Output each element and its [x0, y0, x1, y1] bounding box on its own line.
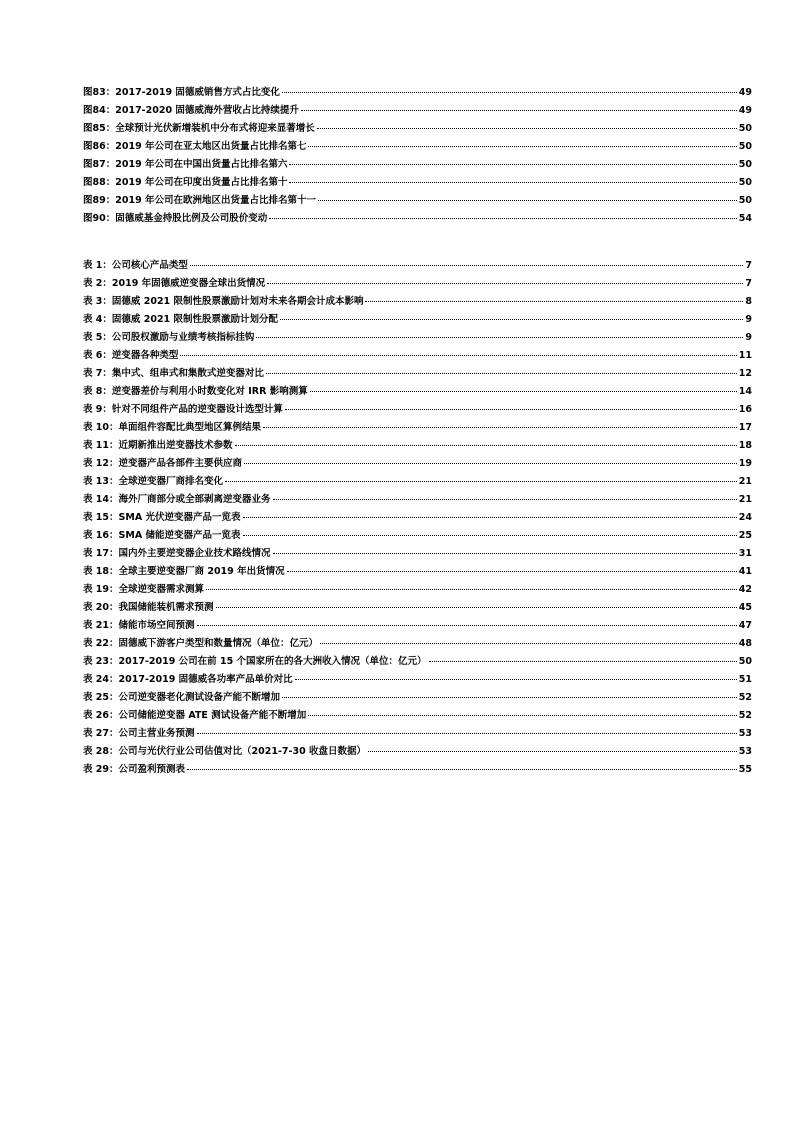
dot-leader	[282, 82, 737, 93]
page-number: 45	[738, 602, 752, 613]
dot-leader	[295, 669, 737, 680]
entry-title: 国内外主要逆变器企业技术路线情况	[118, 548, 271, 559]
page-number: 14	[738, 386, 752, 397]
dot-leader	[235, 435, 737, 446]
entry-title: 逆变器各种类型	[111, 350, 179, 361]
dot-leader	[197, 723, 737, 734]
page-number: 24	[738, 512, 752, 523]
entry-title: 2019 年固德威逆变器全球出货情况	[111, 278, 266, 289]
entry-label: 表 20：	[83, 602, 119, 613]
page-number: 25	[738, 530, 752, 541]
entry-label: 表 25：	[83, 692, 119, 703]
page-number: 7	[745, 260, 752, 271]
entry-label: 表 19：	[83, 584, 119, 595]
page-number: 42	[738, 584, 752, 595]
entry-title: 单面组件容配比典型地区算例结果	[118, 422, 262, 433]
dot-leader	[269, 208, 737, 219]
dot-leader	[180, 345, 736, 356]
table-of-contents	[83, 84, 752, 779]
page-number: 50	[738, 195, 752, 206]
page-number: 21	[738, 476, 752, 487]
dot-leader	[310, 381, 737, 392]
entry-title: SMA 储能逆变器产品一览表	[118, 530, 241, 541]
page-number: 50	[738, 123, 752, 134]
page-number: 19	[738, 458, 752, 469]
entry-title: 2017-2020 固德威海外营收占比持续提升	[115, 105, 299, 116]
dot-leader	[280, 309, 743, 320]
dot-leader	[216, 597, 737, 608]
entry-title: 海外厂商部分或全部剥离逆变器业务	[118, 494, 271, 505]
page-number: 50	[738, 141, 752, 152]
entry-title: 2019 年公司在中国出货量占比排名第六	[115, 159, 288, 170]
dot-leader	[320, 633, 737, 644]
entry-label: 表 8：	[83, 386, 112, 397]
dot-leader	[289, 172, 736, 183]
entry-label: 图84：	[83, 105, 116, 116]
page-number: 50	[738, 177, 752, 188]
entry-label: 表 3：	[83, 296, 112, 307]
entry-title: 固德威基金持股比例及公司股价变动	[115, 213, 268, 224]
entry-title: 固德威 2021 限制性股票激励计划分配	[111, 314, 278, 325]
page-number: 50	[738, 656, 752, 667]
dot-leader	[365, 291, 743, 302]
entry-label: 表 27：	[83, 728, 119, 739]
page-number: 54	[738, 213, 752, 224]
page-number: 9	[745, 332, 752, 343]
entry-title: 全球逆变器需求测算	[118, 584, 205, 595]
entry-label: 表 10：	[83, 422, 119, 433]
dot-leader	[289, 154, 736, 165]
entry-label: 表 22：	[83, 638, 119, 649]
entry-label: 表 24：	[83, 674, 119, 685]
entry-title: 2019 年公司在欧洲地区出货量占比排名第十一	[115, 195, 316, 206]
dot-leader	[317, 118, 737, 129]
entry-label: 表 6：	[83, 350, 112, 361]
entry-title: 全球预计光伏新增装机中分布式将迎来显著增长	[115, 123, 315, 134]
entry-title: 逆变器产品各部件主要供应商	[118, 458, 243, 469]
entry-label: 表 5：	[83, 332, 112, 343]
figure-list	[83, 84, 752, 228]
entry-label: 表 28：	[83, 746, 119, 757]
dot-leader	[429, 651, 737, 662]
dot-leader	[301, 100, 737, 111]
dot-leader	[187, 759, 737, 770]
entry-title: 我国储能装机需求预测	[118, 602, 214, 613]
page-number: 16	[738, 404, 752, 415]
dot-leader	[197, 615, 737, 626]
page-number: 21	[738, 494, 752, 505]
entry-title: 2019 年公司在亚太地区出货量占比排名第七	[115, 141, 307, 152]
dot-leader	[267, 273, 743, 284]
entry-label: 表 18：	[83, 566, 119, 577]
entry-title: 全球逆变器厂商排名变化	[118, 476, 224, 487]
toc-figure-entry[interactable]	[83, 210, 752, 228]
dot-leader	[368, 741, 737, 752]
page-number: 11	[738, 350, 752, 361]
entry-label: 表 14：	[83, 494, 119, 505]
entry-label: 表 9：	[83, 404, 112, 415]
entry-label: 图87：	[83, 159, 116, 170]
entry-title: 固德威 2021 限制性股票激励计划对未来各期会计成本影响	[111, 296, 364, 307]
dot-leader	[282, 687, 737, 698]
page-number: 8	[745, 296, 752, 307]
entry-label: 表 11：	[83, 440, 119, 451]
entry-label: 表 1：	[83, 260, 112, 271]
dot-leader	[243, 525, 737, 536]
entry-title: 公司核心产品类型	[111, 260, 188, 271]
entry-label: 表 16：	[83, 530, 119, 541]
entry-label: 图89：	[83, 195, 116, 206]
entry-label: 表 15：	[83, 512, 119, 523]
dot-leader	[287, 561, 737, 572]
dot-leader	[273, 489, 737, 500]
entry-label: 图86：	[83, 141, 116, 152]
page-number: 55	[738, 764, 752, 775]
dot-leader	[263, 417, 737, 428]
entry-label: 表 29：	[83, 764, 119, 775]
entry-title: 公司储能逆变器 ATE 测试设备产能不断增加	[118, 710, 307, 721]
entry-label: 表 4：	[83, 314, 112, 325]
page-number: 12	[738, 368, 752, 379]
entry-label: 图88：	[83, 177, 116, 188]
page-number: 18	[738, 440, 752, 451]
entry-title: 2017-2019 固德威销售方式占比变化	[115, 87, 280, 98]
entry-label: 表 26：	[83, 710, 119, 721]
dot-leader	[256, 327, 743, 338]
page-number: 41	[738, 566, 752, 577]
entry-title: 固德威下游客户类型和数量情况（单位：亿元）	[118, 638, 319, 649]
page-number: 53	[738, 728, 752, 739]
entry-title: 针对不同组件产品的逆变器设计选型计算	[111, 404, 283, 415]
dot-leader	[308, 705, 737, 716]
entry-label: 表 21：	[83, 620, 119, 631]
entry-title: 公司主营业务预测	[118, 728, 195, 739]
entry-title: 公司盈利预测表	[118, 764, 186, 775]
toc-table-entry[interactable]	[83, 761, 752, 779]
dot-leader	[266, 363, 737, 374]
page-number: 31	[738, 548, 752, 559]
entry-label: 图83：	[83, 87, 116, 98]
dot-leader	[308, 136, 736, 147]
entry-title: 储能市场空间预测	[118, 620, 195, 631]
page-number: 52	[738, 692, 752, 703]
entry-title: 近期新推出逆变器技术参数	[118, 440, 233, 451]
entry-title: 2017-2019 公司在前 15 个国家所在的各大洲收入情况（单位：亿元）	[118, 656, 427, 667]
table-list	[83, 257, 752, 779]
entry-title: 逆变器差价与利用小时数变化对 IRR 影响测算	[111, 386, 308, 397]
page-number: 53	[738, 746, 752, 757]
page-number: 48	[738, 638, 752, 649]
dot-leader	[206, 579, 737, 590]
dot-leader	[285, 399, 737, 410]
entry-title: 2019 年公司在印度出货量占比排名第十	[115, 177, 288, 188]
entry-label: 表 2：	[83, 278, 112, 289]
entry-label: 表 17：	[83, 548, 119, 559]
entry-label: 图90：	[83, 213, 116, 224]
entry-title: 公司股权激励与业绩考核指标挂钩	[111, 332, 255, 343]
entry-title: 2017-2019 固德威各功率产品单价对比	[118, 674, 293, 685]
page-number: 52	[738, 710, 752, 721]
page-number: 7	[745, 278, 752, 289]
entry-label: 表 23：	[83, 656, 119, 667]
dot-leader	[244, 453, 737, 464]
dot-leader	[318, 190, 737, 201]
page-number: 49	[738, 87, 752, 98]
entry-label: 表 7：	[83, 368, 112, 379]
page-number: 49	[738, 105, 752, 116]
entry-label: 图85：	[83, 123, 116, 134]
page-number: 17	[738, 422, 752, 433]
dot-leader	[243, 507, 737, 518]
dot-leader	[225, 471, 737, 482]
entry-title: SMA 光伏逆变器产品一览表	[118, 512, 241, 523]
entry-title: 全球主要逆变器厂商 2019 年出货情况	[118, 566, 285, 577]
page-number: 50	[738, 159, 752, 170]
entry-label: 表 12：	[83, 458, 119, 469]
dot-leader	[273, 543, 737, 554]
page-number: 47	[738, 620, 752, 631]
entry-title: 集中式、组串式和集散式逆变器对比	[111, 368, 264, 379]
entry-title: 公司与光伏行业公司估值对比（2021-7-30 收盘日数据）	[118, 746, 366, 757]
entry-title: 公司逆变器老化测试设备产能不断增加	[118, 692, 281, 703]
page-number: 51	[738, 674, 752, 685]
page-number: 9	[745, 314, 752, 325]
dot-leader	[190, 255, 743, 266]
entry-label: 表 13：	[83, 476, 119, 487]
